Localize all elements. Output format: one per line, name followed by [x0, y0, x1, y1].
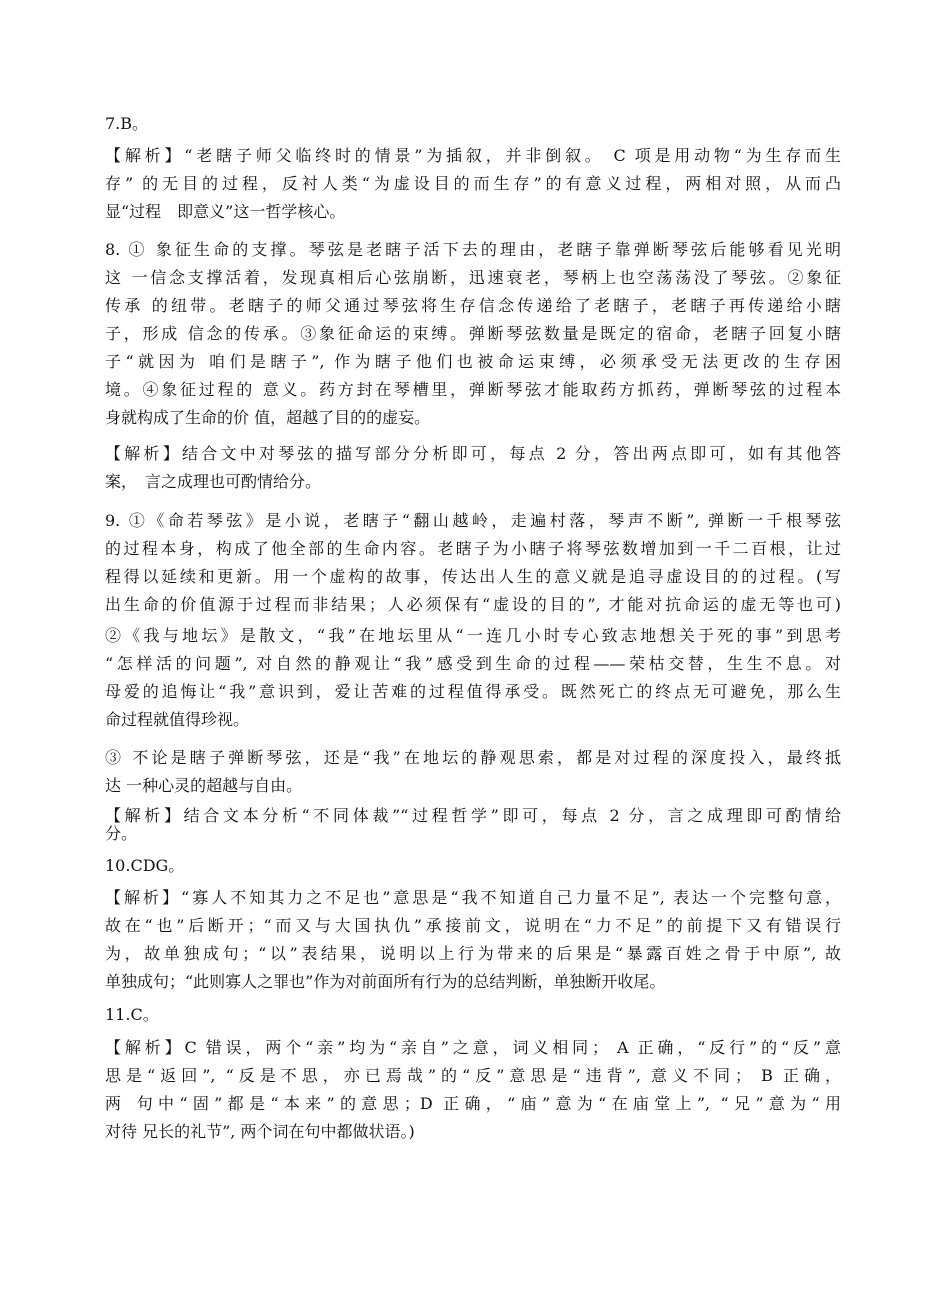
q9-part1-line: 的过程本身，构成了他全部的生命内容。老瞎子为小瞎子将琴弦数增加到一千二百根，让过	[105, 539, 841, 558]
q10-analysis-line: 故在“也”后断开；“而又与大国执仇”承接前文，说明在“力不足”的前提下又有错误行	[105, 916, 841, 935]
q8-analysis-line: 【解析】结合文中对琴弦的描写部分分析即可，每点 2 分，答出两点即可，如有其他答	[105, 444, 841, 463]
q9-part3-line: ③ 不论是瞎子弹断琴弦，还是“我”在地坛的静观思索，都是对过程的深度投入，最终抵	[105, 748, 841, 767]
q11-analysis-line: 两 句中“固”都是“本来”的意思；D 正确，“庙”意为“在庙堂上”, “兄”意为“用	[105, 1094, 841, 1113]
q9-part1-line: 程得以延续和更新。用一个虚构的故事，传达出人生的意义就是追寻虚设目的的过程。(写	[105, 567, 841, 586]
q9-part2-line: 命过程就值得珍视。	[105, 710, 250, 729]
q11-analysis-line: 【解析】C 错误，两个“亲”均为“亲自”之意，词义相同； A 正确，“反行”的“反”意	[105, 1038, 841, 1057]
q7-analysis-line: 【解析】“老瞎子师父临终时的情景”为插叙，并非倒叙。 C 项是用动物“为生存而生	[105, 146, 841, 165]
q11-answer: 11.C。	[105, 1005, 159, 1024]
q9-analysis-line: 【解析】结合文本分析“不同体裁”“过程哲学”即可，每点 2 分，言之成理即可酌情给	[105, 806, 841, 825]
q9-part2-line: 母爱的追悔让“我”意识到，爱让苦难的过程值得承受。既然死亡的终点无可避免，那么生	[105, 682, 841, 701]
q10-analysis-line: 单独成句；“此则寡人之罪也”作为对前面所有行为的总结判断，单独断开收尾。	[105, 972, 666, 991]
q8-analysis-line: 案， 言之成理也可酌情给分。	[105, 472, 322, 491]
q7-answer: 7.B。	[105, 114, 149, 133]
q9-part1-line: 出生命的价值源于过程而非结果；人必须保有“虚设的目的”, 才能对抗命运的虚无等也可)	[105, 595, 841, 614]
q9-part1-line: 9. ①《命若琴弦》是小说，老瞎子“翻山越岭，走遍村落，琴声不断”, 弹断一千根琴弦	[105, 511, 841, 530]
q9-analysis-line: 分。	[105, 824, 138, 843]
q8-answer-line: 8. ① 象征生命的支撑。琴弦是老瞎子活下去的理由，老瞎子靠弹断琴弦后能够看见光明	[105, 240, 841, 259]
q9-part3-line: 达 一种心灵的超越与自由。	[105, 776, 303, 795]
q8-answer-line: 身就构成了生命的价 值，超越了目的的虚妄。	[105, 408, 431, 427]
q11-analysis-line: 对待 兄长的礼节”, 两个词在句中都做状语。)	[105, 1122, 415, 1141]
q10-analysis-line: 【解析】“寡人不知其力之不足也”意思是“我不知道自己力量不足”, 表达一个完整句意，	[105, 888, 841, 907]
q8-answer-line: 传承 的纽带。老瞎子的师父通过琴弦将生存信念传递给了老瞎子，老瞎子再传递给小瞎	[105, 296, 841, 315]
q8-answer-line: 子“就因为 咱们是瞎子”, 作为瞎子他们也被命运束缚，必须承受无法更改的生存困	[105, 352, 841, 371]
q7-analysis-line: 存” 的无目的过程，反衬人类“为虚设目的而生存”的有意义过程，两相对照，从而凸	[105, 174, 841, 193]
q8-answer-line: 境。④象征过程的 意义。药方封在琴槽里，弹断琴弦才能取药方抓药，弹断琴弦的过程本	[105, 380, 841, 399]
q8-answer-line: 这 一信念支撑活着，发现真相后心弦崩断，迅速衰老，琴柄上也空荡荡没了琴弦。②象征	[105, 268, 841, 287]
q8-answer-line: 子，形成 信念的传承。③象征命运的束缚。弹断琴弦数量是既定的宿命，老瞎子回复小瞎	[105, 324, 841, 343]
q10-analysis-line: 为，故单独成句；“以”表结果，说明以上行为带来的后果是“暴露百姓之骨于中原”, 故	[105, 944, 841, 963]
q9-part2-line: ②《我与地坛》是散文，“我”在地坛里从“一连几小时专心致志地想关于死的事”到思考	[105, 626, 841, 645]
q11-analysis-line: 思是“返回”, “反是不思，亦已焉哉”的“反”意思是“违背”, 意义不同； B 正确，	[105, 1066, 841, 1085]
q7-analysis-line: 显“过程 即意义”这一哲学核心。	[105, 202, 346, 221]
q9-part2-line: “怎样活的问题”, 对自然的静观让“我”感受到生命的过程——荣枯交替，生生不息。对	[105, 654, 841, 673]
q10-answer: 10.CDG。	[105, 856, 185, 875]
